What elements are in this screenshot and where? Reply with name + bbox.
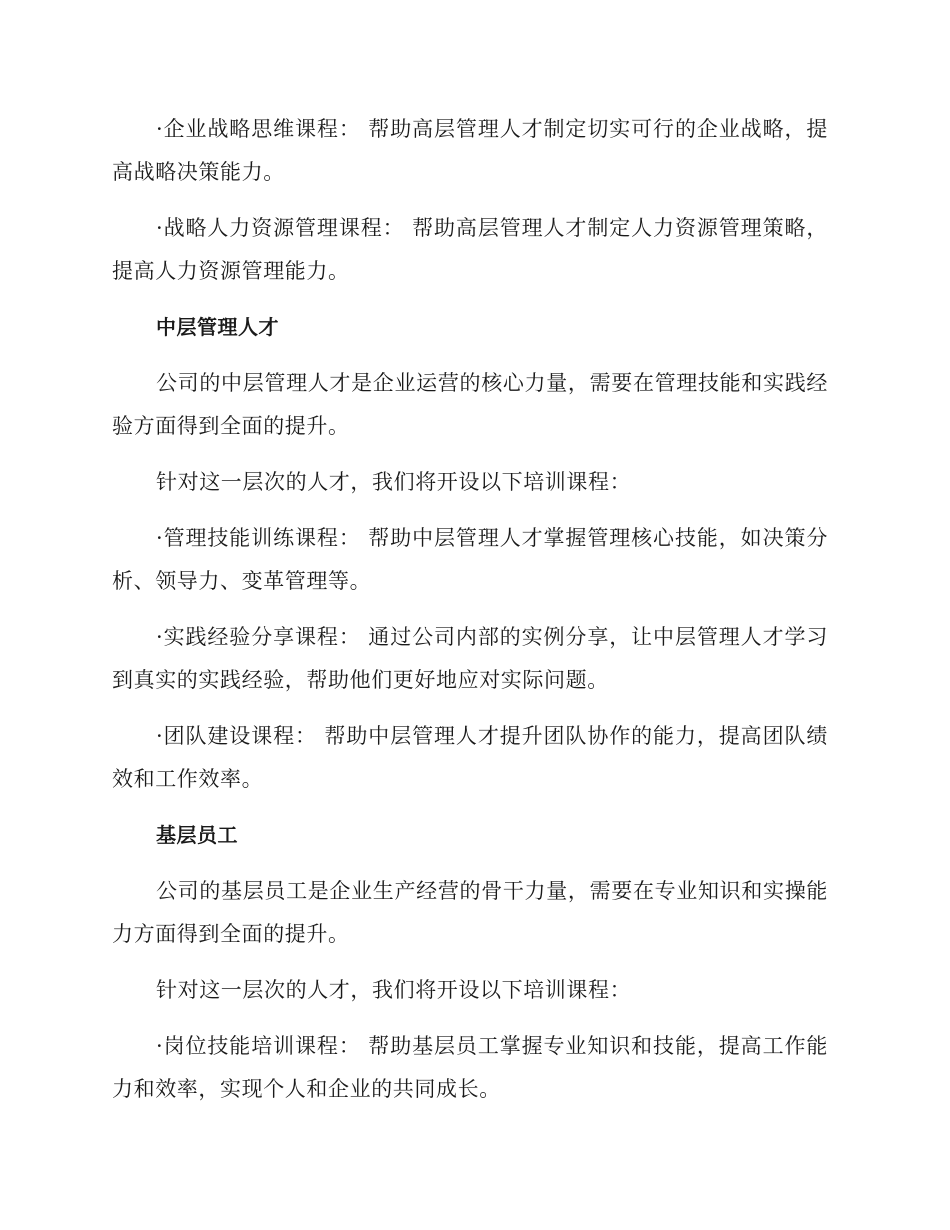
paragraph-middle-management-courses-lead: 针对这一层次的人才，我们将开设以下培训课程： (156, 470, 632, 494)
document-body (112, 108, 828, 1124)
section-heading-frontline-staff: 基层员工 (156, 823, 238, 847)
bullet-job-skills-course: ·岗位技能培训课程： 帮助基层员工掌握专业知识和技能，提高工作能力和效率，实现个人和企业的共同成长。 (112, 1034, 828, 1101)
bullet-strategic-hr-course: ·战略人力资源管理课程： 帮助高层管理人才制定人力资源管理策略，提高人力资源管理能力。 (112, 216, 828, 283)
bullet-management-skills-course: ·管理技能训练课程： 帮助中层管理人才掌握管理核心技能，如决策分析、领导力、变革管理等。 (112, 526, 828, 593)
section-heading-middle-management: 中层管理人才 (156, 315, 279, 339)
paragraph-frontline-staff-courses-lead: 针对这一层次的人才，我们将开设以下培训课程： (156, 978, 632, 1002)
paragraph-frontline-staff-intro: 公司的基层员工是企业生产经营的骨干力量，需要在专业知识和实操能力方面得到全面的提升。 (112, 879, 828, 946)
bullet-practice-sharing-course: ·实践经验分享课程： 通过公司内部的实例分享，让中层管理人才学习到真实的实践经验，帮助他们更好地应对实际问题。 (112, 625, 828, 692)
bullet-strategic-thinking-course: ·企业战略思维课程： 帮助高层管理人才制定切实可行的企业战略，提高战略决策能力。 (112, 117, 828, 184)
bullet-team-building-course: ·团队建设课程： 帮助中层管理人才提升团队协作的能力，提高团队绩效和工作效率。 (112, 724, 828, 791)
paragraph-middle-management-intro: 公司的中层管理人才是企业运营的核心力量，需要在管理技能和实践经验方面得到全面的提升。 (112, 371, 828, 438)
